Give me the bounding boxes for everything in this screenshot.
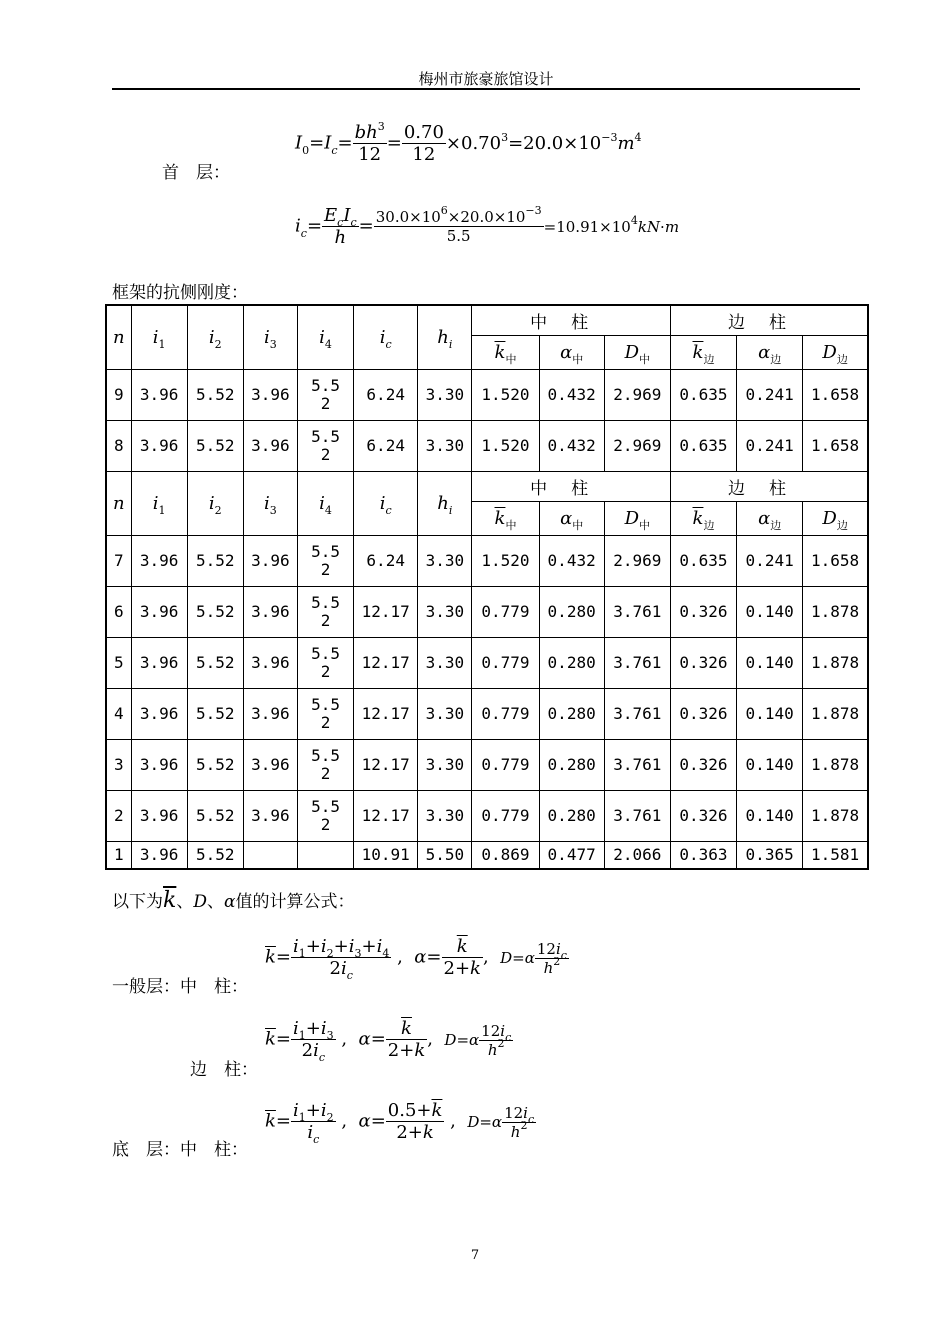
table-cell: 8 [106, 420, 131, 471]
table-cell: 3.30 [418, 535, 472, 586]
table-cell: 0.280 [539, 739, 604, 790]
table-cell: 0.326 [670, 586, 736, 637]
table-cell: 0.432 [539, 535, 604, 586]
general-mid-label: 一般层：中 柱： [112, 977, 248, 997]
table-cell: 0.363 [670, 841, 736, 869]
table-cell: 0.635 [670, 420, 736, 471]
table-cell: 3.96 [243, 535, 297, 586]
table-cell: 0.635 [670, 369, 736, 420]
formula-intro: 以下为$\overline{k}$、D、α值的计算公式： [112, 888, 355, 913]
table-header-row [106, 305, 868, 335]
table-cell: 0.326 [670, 688, 736, 739]
table-cell: 12.17 [354, 790, 418, 841]
table-cell: 5.5 2 [297, 739, 353, 790]
sub-column-header: $\overline{k}_边$ [670, 335, 736, 369]
table-cell: 1.878 [803, 790, 868, 841]
table-cell: 1.658 [803, 535, 868, 586]
table-cell: 3.30 [418, 688, 472, 739]
table-cell: 3.30 [418, 369, 472, 420]
table-cell: 3.96 [243, 688, 297, 739]
table-cell: 2.969 [604, 420, 670, 471]
ground-mid-formula: $\overline{k}=$ $\frac{i_1+i_2}{i_c}$ , α= $\frac{0.5+\overline{k}}{2+\overline{k}}$ , D=α $\frac{12i_c}{h^2}$ [265, 1100, 535, 1146]
table-cell: 0.280 [539, 586, 604, 637]
table-cell: 5.5 2 [297, 420, 353, 471]
group-header-mid: 中柱 [472, 305, 671, 335]
page-number: 7 [470, 1248, 480, 1263]
table-row [106, 688, 868, 739]
sub-column-header: $D_中$ [604, 335, 670, 369]
general-edge-formula: $\overline{k}=$ $\frac{i_1+i_3}{2i_c}$ , α= $\frac{\overline{k}}{2+\overline{k}}$ , D=α $\frac{12i_c}{h^2}$ [265, 1018, 512, 1064]
table-cell: 0.140 [737, 637, 803, 688]
table-cell: 3.96 [131, 841, 187, 869]
table-cell: 0.241 [737, 369, 803, 420]
table-cell: 0.779 [472, 790, 539, 841]
table-cell: 9 [106, 369, 131, 420]
table-row [106, 739, 868, 790]
table-cell: 0.779 [472, 586, 539, 637]
table-cell: 3.30 [418, 420, 472, 471]
page-header-title: 梅州市旅豪旅馆设计 [418, 70, 554, 88]
table-cell: 0.326 [670, 637, 736, 688]
sub-column-header: $\alpha_边$ [737, 335, 803, 369]
table-cell: 5.5 2 [297, 637, 353, 688]
sub-column-header: $\alpha_边$ [737, 501, 803, 535]
column-header: $i_4$ [297, 471, 353, 535]
table-cell: 1.520 [472, 369, 539, 420]
sub-column-header: $D_中$ [604, 501, 670, 535]
table-cell: 0.140 [737, 586, 803, 637]
column-header: $i_3$ [243, 471, 297, 535]
table-cell: 3.96 [131, 637, 187, 688]
table-cell: 12.17 [354, 688, 418, 739]
table-cell: 0.779 [472, 739, 539, 790]
group-header-mid: 中柱 [472, 471, 671, 501]
sub-column-header: $\overline{k}_中$ [472, 335, 539, 369]
table-cell: 5.5 2 [297, 586, 353, 637]
column-header: $h_i$ [418, 305, 472, 369]
table-cell: 5.52 [187, 790, 243, 841]
table-row [106, 535, 868, 586]
table-cell: 0.241 [737, 535, 803, 586]
table-cell: 3.30 [418, 790, 472, 841]
table-cell: 12.17 [354, 586, 418, 637]
table-cell: 3.96 [131, 688, 187, 739]
table-cell: 5.52 [187, 841, 243, 869]
table-cell: 2.969 [604, 369, 670, 420]
table-cell: 1.581 [803, 841, 868, 869]
table-cell: 0.432 [539, 420, 604, 471]
group-header-edge: 边柱 [670, 471, 868, 501]
table-cell: 1.520 [472, 535, 539, 586]
column-header: $h_i$ [418, 471, 472, 535]
column-header: $i_c$ [354, 305, 418, 369]
table-cell: 3.30 [418, 586, 472, 637]
table-cell: 2 [106, 790, 131, 841]
table-cell: 5.5 2 [297, 369, 353, 420]
table-cell: 5.52 [187, 420, 243, 471]
table-cell: 5.5 2 [297, 535, 353, 586]
column-header: $i_3$ [243, 305, 297, 369]
table-cell: 3 [106, 739, 131, 790]
table-cell: 0.280 [539, 688, 604, 739]
column-header: $i_1$ [131, 471, 187, 535]
table-cell: 5.50 [418, 841, 472, 869]
table-cell: 1.658 [803, 420, 868, 471]
table-cell: 0.326 [670, 790, 736, 841]
table-cell [243, 841, 297, 869]
inertia-numerator: 0.70 [403, 122, 444, 143]
table-cell: 3.96 [131, 790, 187, 841]
table-cell: 3.761 [604, 637, 670, 688]
table-cell: 6.24 [354, 535, 418, 586]
table-cell: 3.761 [604, 688, 670, 739]
lateral-stiffness-table [105, 304, 869, 870]
table-cell: 3.96 [243, 420, 297, 471]
table-cell: 3.761 [604, 586, 670, 637]
column-header: $i_2$ [187, 471, 243, 535]
table-cell: 7 [106, 535, 131, 586]
table-cell: 3.96 [243, 369, 297, 420]
table-cell: 0.365 [737, 841, 803, 869]
sub-column-header: $\alpha_中$ [539, 335, 604, 369]
table-cell: 1.878 [803, 637, 868, 688]
table-cell: 3.96 [243, 790, 297, 841]
table-cell: 4 [106, 688, 131, 739]
table-cell: 1.878 [803, 688, 868, 739]
table-row [106, 790, 868, 841]
table-cell: 0.140 [737, 790, 803, 841]
table-cell: 5.52 [187, 369, 243, 420]
table-cell: 5.5 2 [297, 790, 353, 841]
table-cell: 6.24 [354, 420, 418, 471]
table-cell: 3.96 [131, 369, 187, 420]
table-cell: 12.17 [354, 637, 418, 688]
group-header-edge: 边柱 [670, 305, 868, 335]
table-cell: 5.5 2 [297, 688, 353, 739]
table-cell: 3.30 [418, 739, 472, 790]
table-cell: 1.878 [803, 739, 868, 790]
table-row [106, 586, 868, 637]
column-header: $i_2$ [187, 305, 243, 369]
table-cell: 0.140 [737, 739, 803, 790]
table-cell: 6.24 [354, 369, 418, 420]
table-cell: 5.52 [187, 739, 243, 790]
table-caption: 框架的抗侧刚度： [112, 283, 248, 303]
stiffness-formula: $i_c=$ $\frac{E_cI_c}{h}$ = $\frac{30.0\times 10^6\times 20.0\times 10^{-3}}{5.5}$ $=10.91\times 10^4kN\cdot m$ [295, 204, 680, 248]
table-cell: 5.52 [187, 535, 243, 586]
sub-column-header: $\alpha_中$ [539, 501, 604, 535]
table-cell: 0.779 [472, 637, 539, 688]
table-cell: 0.326 [670, 739, 736, 790]
general-edge-label: 边 柱： [190, 1060, 258, 1080]
table-cell: 3.96 [131, 420, 187, 471]
inertia-denominator: 12 [412, 144, 436, 165]
table-cell: 6 [106, 586, 131, 637]
column-header: $i_4$ [297, 305, 353, 369]
table-cell: 0.241 [737, 420, 803, 471]
table-cell: 0.432 [539, 369, 604, 420]
table-cell: 0.140 [737, 688, 803, 739]
general-mid-formula: $\overline{k}=$ $\frac{i_1+i_2+i_3+i_4}{2i_c}$ , α= $\frac{\overline{k}}{2+\overline{k}}$ , D=α $\frac{12i_c}{h^2}$ [265, 936, 567, 982]
ground-mid-label: 底 层：中 柱： [112, 1140, 248, 1160]
table-cell: 3.30 [418, 637, 472, 688]
table-cell: 1.878 [803, 586, 868, 637]
table-cell: 3.96 [131, 586, 187, 637]
sub-column-header: $\overline{k}_边$ [670, 501, 736, 535]
table-cell: 12.17 [354, 739, 418, 790]
table-cell: 5.52 [187, 586, 243, 637]
table-cell: 3.96 [243, 739, 297, 790]
sub-column-header: $\overline{k}_中$ [472, 501, 539, 535]
table-cell: 0.869 [472, 841, 539, 869]
table-cell: 5.52 [187, 688, 243, 739]
table-cell: 0.280 [539, 790, 604, 841]
table-cell: 10.91 [354, 841, 418, 869]
header-divider [112, 88, 860, 90]
column-header: n [106, 305, 131, 369]
table-cell: 5.52 [187, 637, 243, 688]
first-floor-label: 首 层： [162, 163, 230, 183]
table-cell: 0.779 [472, 688, 539, 739]
table-cell [297, 841, 353, 869]
table-cell: 0.477 [539, 841, 604, 869]
table-cell: 1.658 [803, 369, 868, 420]
table-cell: 2.066 [604, 841, 670, 869]
table-cell: 3.761 [604, 790, 670, 841]
table-cell: 3.96 [131, 535, 187, 586]
table-cell: 1.520 [472, 420, 539, 471]
table-cell: 3.96 [131, 739, 187, 790]
sub-column-header: $D_边$ [803, 501, 868, 535]
table-row [106, 637, 868, 688]
sub-column-header: $D_边$ [803, 335, 868, 369]
table-cell: 2.969 [604, 535, 670, 586]
table-cell: 5 [106, 637, 131, 688]
stiffness-denominator: 5.5 [446, 227, 471, 245]
table-cell: 3.96 [243, 637, 297, 688]
table-cell: 1 [106, 841, 131, 869]
table-row [106, 369, 868, 420]
table-cell: 0.635 [670, 535, 736, 586]
table-row [106, 841, 868, 869]
column-header: $i_1$ [131, 305, 187, 369]
table-cell: 0.280 [539, 637, 604, 688]
table-header-row [106, 471, 868, 501]
column-header: n [106, 471, 131, 535]
table-cell: 3.761 [604, 739, 670, 790]
table-row [106, 420, 868, 471]
inertia-formula: $I_0=I_c=$ $\frac{bh^3}{12}$ = $\frac{0.70}{12}$ $\times 0.70^3=20.0\times 10^{-3}m^4$ [295, 120, 642, 165]
column-header: $i_c$ [354, 471, 418, 535]
table-cell: 3.96 [243, 586, 297, 637]
